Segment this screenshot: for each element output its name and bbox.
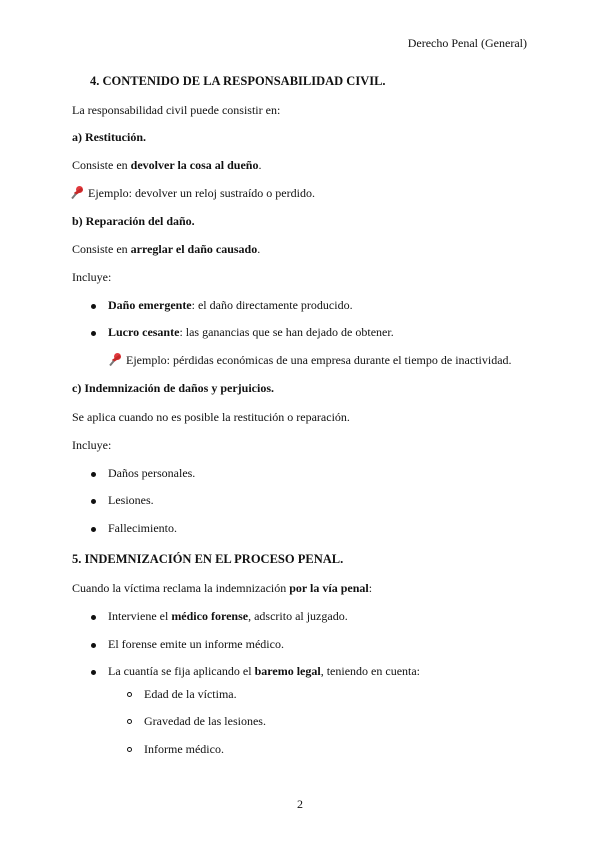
running-header: Derecho Penal (General) <box>407 36 527 50</box>
restitucion-heading: a) Restitución. <box>72 130 146 144</box>
list-item: Daño emergente: el daño directamente producido. <box>108 298 353 312</box>
list-item: Fallecimiento. <box>108 521 177 535</box>
bullet-icon <box>91 670 96 675</box>
list-item: La cuantía se fija aplicando el baremo legal, teniendo en cuenta: <box>108 664 421 678</box>
hollow-bullet-icon <box>127 719 132 724</box>
reparacion-text: Consiste en arreglar el daño causado. <box>72 242 261 256</box>
indemnizacion-heading: c) Indemnización de daños y perjuicios. <box>72 381 275 395</box>
page-number: 2 <box>297 797 303 811</box>
restitucion-example: Ejemplo: devolver un reloj sustraído o perdido. <box>72 186 315 201</box>
list-item: El forense emite un informe médico. <box>108 637 284 651</box>
reparacion-heading: b) Reparación del daño. <box>72 214 195 228</box>
section-4-intro: La responsabilidad civil puede consistir en: <box>72 103 281 117</box>
sub-list-item: Gravedad de las lesiones. <box>144 714 266 728</box>
sub-list-item: Informe médico. <box>144 742 224 756</box>
bullet-icon <box>91 499 96 504</box>
reparacion-incluye: Incluye: <box>72 270 112 284</box>
list-item: Lucro cesante: las ganancias que se han dejado de obtener. <box>108 325 394 339</box>
section-4-title: 4. CONTENIDO DE LA RESPONSABILIDAD CIVIL. <box>90 74 386 88</box>
reparacion-example: Ejemplo: pérdidas económicas de una empresa durante el tiempo de inactividad. <box>110 353 512 368</box>
pushpin-icon <box>110 353 123 366</box>
hollow-bullet-icon <box>127 692 132 697</box>
indemnizacion-text: Se aplica cuando no es posible la restitución o reparación. <box>72 410 350 424</box>
bullet-icon <box>91 527 96 532</box>
section-5-intro: Cuando la víctima reclama la indemnización por la vía penal: <box>72 581 373 595</box>
section-5-title: 5. INDEMNIZACIÓN EN EL PROCESO PENAL. <box>72 552 344 566</box>
sub-list-item: Edad de la víctima. <box>144 687 237 701</box>
pushpin-icon <box>72 186 85 199</box>
bullet-icon <box>91 472 96 477</box>
bullet-icon <box>91 304 96 309</box>
list-item: Lesiones. <box>108 493 154 507</box>
restitucion-text: Consiste en devolver la cosa al dueño. <box>72 158 262 172</box>
bullet-icon <box>91 643 96 648</box>
list-item: Daños personales. <box>108 466 196 480</box>
hollow-bullet-icon <box>127 747 132 752</box>
bullet-icon <box>91 331 96 336</box>
indemnizacion-incluye: Incluye: <box>72 438 112 452</box>
list-item: Interviene el médico forense, adscrito al juzgado. <box>108 609 348 623</box>
bullet-icon <box>91 615 96 620</box>
